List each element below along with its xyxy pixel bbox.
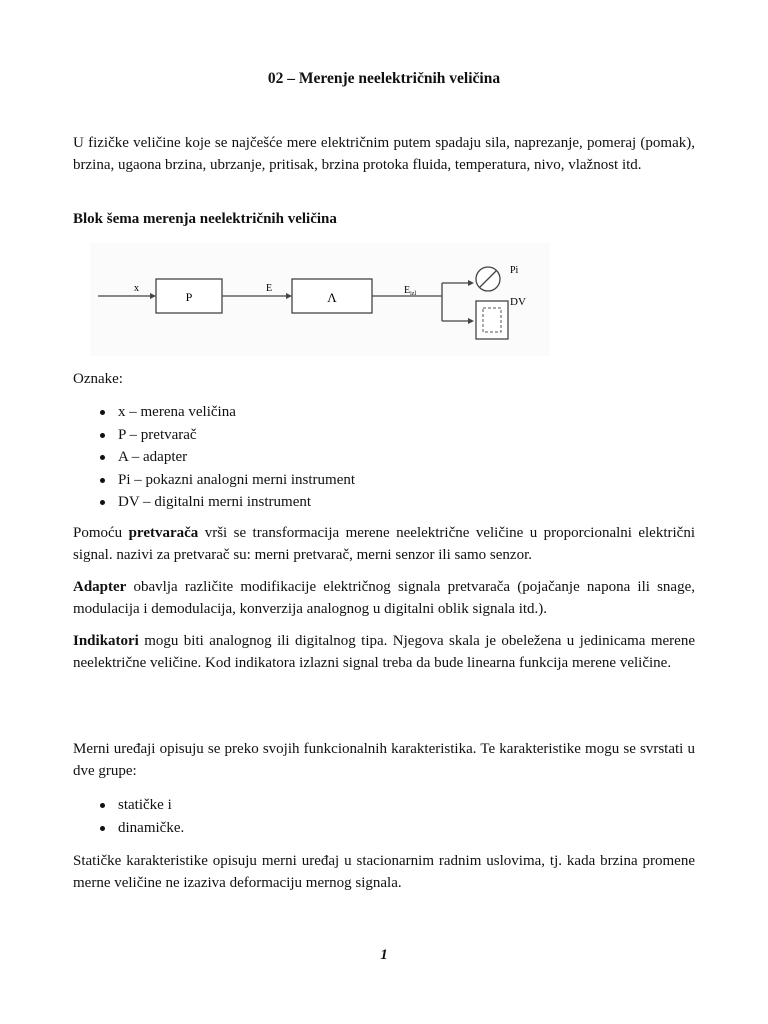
signal-label: E — [266, 283, 273, 294]
intro-paragraph: U fizičke veličine koje se najčešće mere električnim putem spadaju sila, naprezanje, pomeraj (pomak), brzina, ugaona brzina, ubrzanje, pritisak, brzina protoka fluida, temperatura, nivo, vlažnost itd. — [73, 135, 695, 173]
groups-list — [73, 794, 184, 839]
legend-list — [73, 401, 355, 514]
digital-meter-label: DV — [510, 296, 526, 308]
devices-paragraph: Merni uređaji opisuju se preko svojih funkcionalnih karakteristika. Te karakteristike mogu se svrstati u dve grupe: — [73, 741, 695, 779]
list-item: Pi – pokazni analogni merni instrument — [73, 469, 355, 492]
block-diagram — [90, 243, 550, 356]
legend-heading: Oznake: — [73, 371, 123, 387]
converter-paragraph: Pomoću pretvarača vrši se transformacija merene neelektrične veličine u proporcionalni električni signal. nazivi za pretvarač su: merni pretvarač, merni senzor ili samo senzor. — [73, 525, 695, 563]
static-paragraph: Statičke karakteristike opisuju merni uređaj u stacionarnim radnim uslovima, tj. kada brzina promene merne veličine ne izaziva deformaciju mernog signala. — [73, 853, 695, 891]
adapter-block-label: Λ — [327, 290, 337, 305]
indicators-paragraph: Indikatori mogu biti analognog ili digitalnog tipa. Njegova skala je obeležena u jedinicama merene neelektrične veličine. Kod indikatora izlazni signal treba da bude linearna funkcija merene veličine. — [73, 633, 695, 671]
page-title: 02 – Merenje neelektričnih veličina — [267, 70, 501, 87]
adapter-paragraph: Adapter obavlja različite modifikacije električnog signala pretvarača (pojačanje napona ili snage, modulacija i demodulacija, konverzija analognog u digitalni oblik signala itd.). — [73, 579, 695, 617]
list-item: A – adapter — [73, 446, 355, 469]
list-item: statičke i — [73, 794, 184, 817]
converter-block-label: P — [185, 290, 193, 304]
input-label: x — [134, 283, 139, 294]
output-label: $E_{izl}$ — [404, 285, 417, 297]
page-number: 1 — [380, 947, 388, 963]
analog-meter-label: Pi — [510, 265, 519, 276]
digital-meter-icon — [476, 301, 508, 339]
list-item: P – pretvarač — [73, 424, 355, 447]
list-item: x – merena veličina — [73, 401, 355, 424]
list-item: dinamičke. — [73, 817, 184, 840]
list-item: DV – digitalni merni instrument — [73, 491, 355, 514]
block-diagram-heading: Blok šema merenja neelektričnih veličina — [73, 211, 337, 227]
